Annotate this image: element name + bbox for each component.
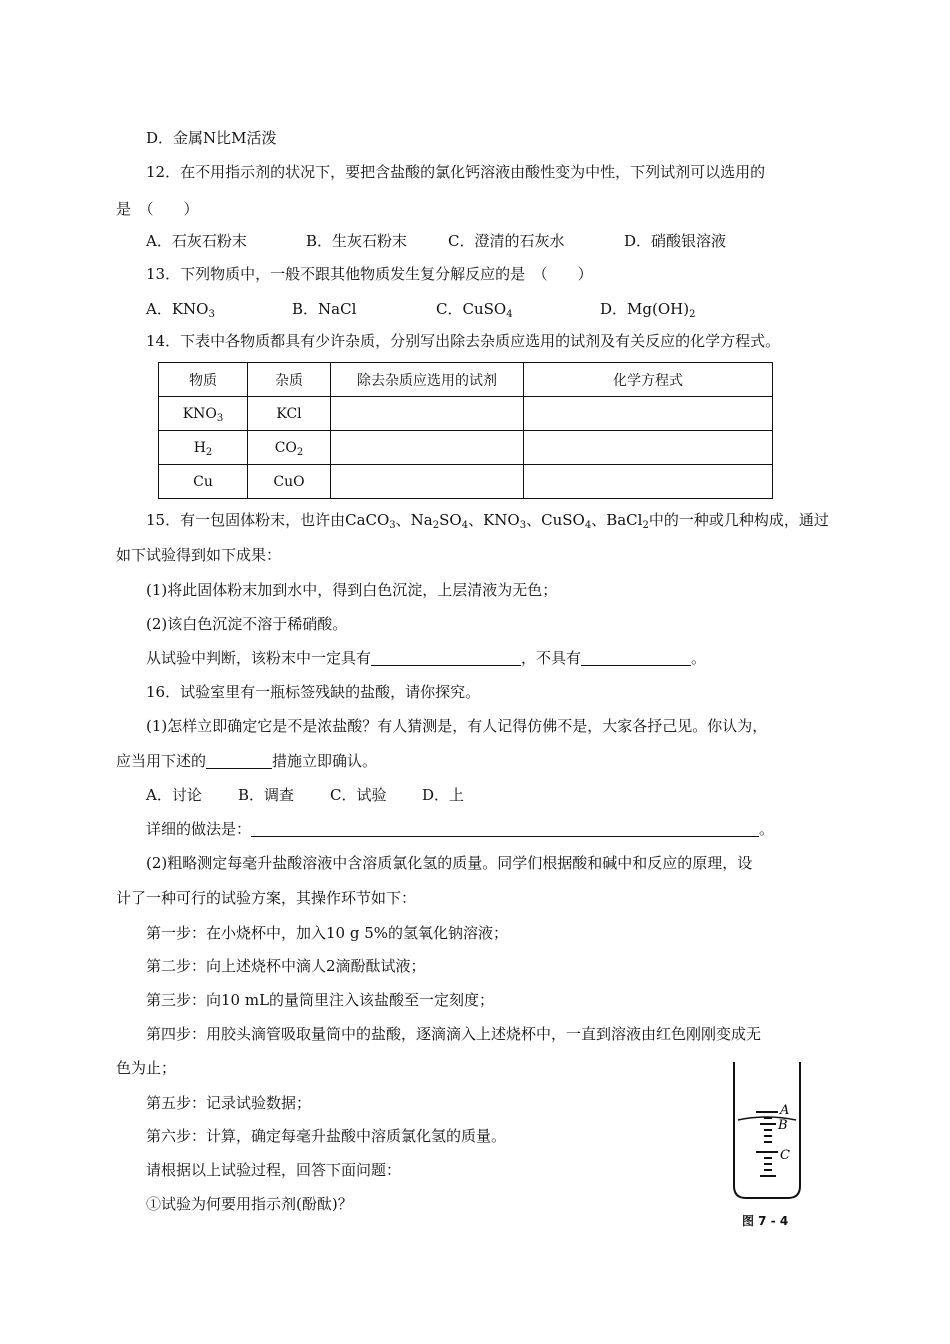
figure-caption: 图 7 - 4 [742,1214,789,1228]
q16-step-6: 第六步：计算，确定每毫升盐酸中溶质氯化氢的质量。 [146,1127,507,1145]
table-cell: Cu [159,465,248,499]
q16-option-d: D．上 [422,786,465,804]
table-cell-blank[interactable] [524,397,773,431]
table-cell: $CO_2$ [248,431,331,465]
question-13: 13．下列物质中，一般不跟其他物质发生复分解反应的是 （ ） [146,265,593,283]
option-d-line: D．金属N比M活泼 [146,129,277,147]
q16-part-2: (2)粗略测定每毫升盐酸溶液中含溶质氯化氢的质量。同学们根据酸和碱中和反应的原理，设 [146,854,753,872]
q16-step-5: 第五步：记录试验数据； [146,1094,312,1112]
question-16: 16．试验室里有一瓶标签残缺的盐酸，请你探究。 [146,683,481,701]
q16-sub-question-1: ①试验为何要用指示剂(酚酞)？ [146,1195,353,1213]
question-13-options [146,299,695,319]
table-cell-blank[interactable] [524,431,773,465]
q16-part-2-cont: 计了一种可行的试验方案，其操作环节如下： [116,889,417,907]
question-12-options [146,231,726,251]
table-cell-blank[interactable] [331,431,524,465]
q15-step-1: (1)将此固体粉末加到水中，得到白色沉淀，上层清液为无色； [146,581,558,599]
graduated-cylinder-figure [720,1060,810,1205]
q16-part-1: (1)怎样立即确定它是不是浓盐酸？有人猜测是，有人记得仿佛不是，大家各抒己见。你认为， [146,717,768,735]
q16-options [146,785,464,805]
q16-step-1: 第一步：在小烧杯中，加入10 g 5%的氢氧化钠溶液； [146,924,509,942]
q16-step-3: 第三步：向10 mL的量筒里注入该盐酸至一定刻度； [146,991,495,1009]
q16-step-4-cont: 色为止； [116,1059,177,1077]
table-header: 杂质 [248,363,331,397]
table-row [159,431,773,465]
answer-blank[interactable] [206,754,272,769]
label-a: A [780,1103,790,1118]
q13-option-c: C．CuSO$_4$ [436,300,513,320]
q16-ask: 请根据以上试验过程，回答下面问题： [146,1161,402,1179]
q15-step-2: (2)该白色沉淀不溶于稀硝酸。 [146,615,348,633]
label-c: C [780,1148,790,1163]
table-cell: CuO [248,465,331,499]
table-row [159,397,773,431]
q16-option-b: B．调查 [238,786,295,804]
table-cell: $KNO_3$ [159,397,248,431]
answer-blank[interactable] [251,822,759,837]
question-12: 12．在不用指示剂的状况下，要把含盐酸的氯化钙溶液由酸性变为中性，下列试剂可以选用的 [146,163,766,181]
table-cell-blank[interactable] [331,465,524,499]
table-header: 物质 [159,363,248,397]
q12-option-d: D．硝酸银溶液 [624,232,727,250]
q16-part-1-cont: 应当用下述的 措施立即确认。 [116,752,378,770]
question-15-cont: 如下试验得到如下成果： [116,546,282,564]
question-15: 15．有一包固体粉末，也许由CaCO$_3$、$Na_2SO_4$、$KNO_3$、CuSO$_4$、BaCl$_2$中的一种或几种构成，通过 [146,511,829,531]
q12-option-c: C．澄清的石灰水 [448,232,565,250]
q16-option-c: C．试验 [330,786,387,804]
q15-judgement: 从试验中判断，该粉末中一定具有 ，不具有 。 [146,649,707,667]
table-row [159,465,773,499]
q12-option-a: A．石灰石粉末 [146,232,247,250]
answer-blank[interactable] [371,651,521,666]
question-12-cont: 是 （ ） [116,200,199,218]
impurity-table [158,362,773,499]
question-14: 14．下表中各物质都具有少许杂质，分别写出除去杂质应选用的试剂及有关反应的化学方程式。 [146,332,781,350]
table-cell: $H_2$ [159,431,248,465]
q13-option-b: B．NaCl [292,300,357,318]
q16-option-a: A．讨论 [146,786,202,804]
q16-detail: 详细的做法是： 。 [146,820,775,838]
table-header: 除去杂质应选用的试剂 [331,363,524,397]
table-header: 化学方程式 [524,363,773,397]
q16-step-4: 第四步：用胶头滴管吸取量筒中的盐酸，逐滴滴入上述烧杯中，一直到溶液由红色刚刚变成无 [146,1025,762,1043]
table-cell: KCl [248,397,331,431]
q13-option-a: A．$KNO_3$ [146,300,215,320]
q12-option-b: B．生灰石粉末 [306,232,408,250]
table-cell-blank[interactable] [331,397,524,431]
table-cell-blank[interactable] [524,465,773,499]
q16-step-2: 第二步：向上述烧杯中滴人2滴酚酞试液； [146,957,426,975]
label-b: B [778,1118,788,1133]
q13-option-d: D．$Mg(OH)_2$ [600,300,696,320]
answer-blank[interactable] [581,651,691,666]
